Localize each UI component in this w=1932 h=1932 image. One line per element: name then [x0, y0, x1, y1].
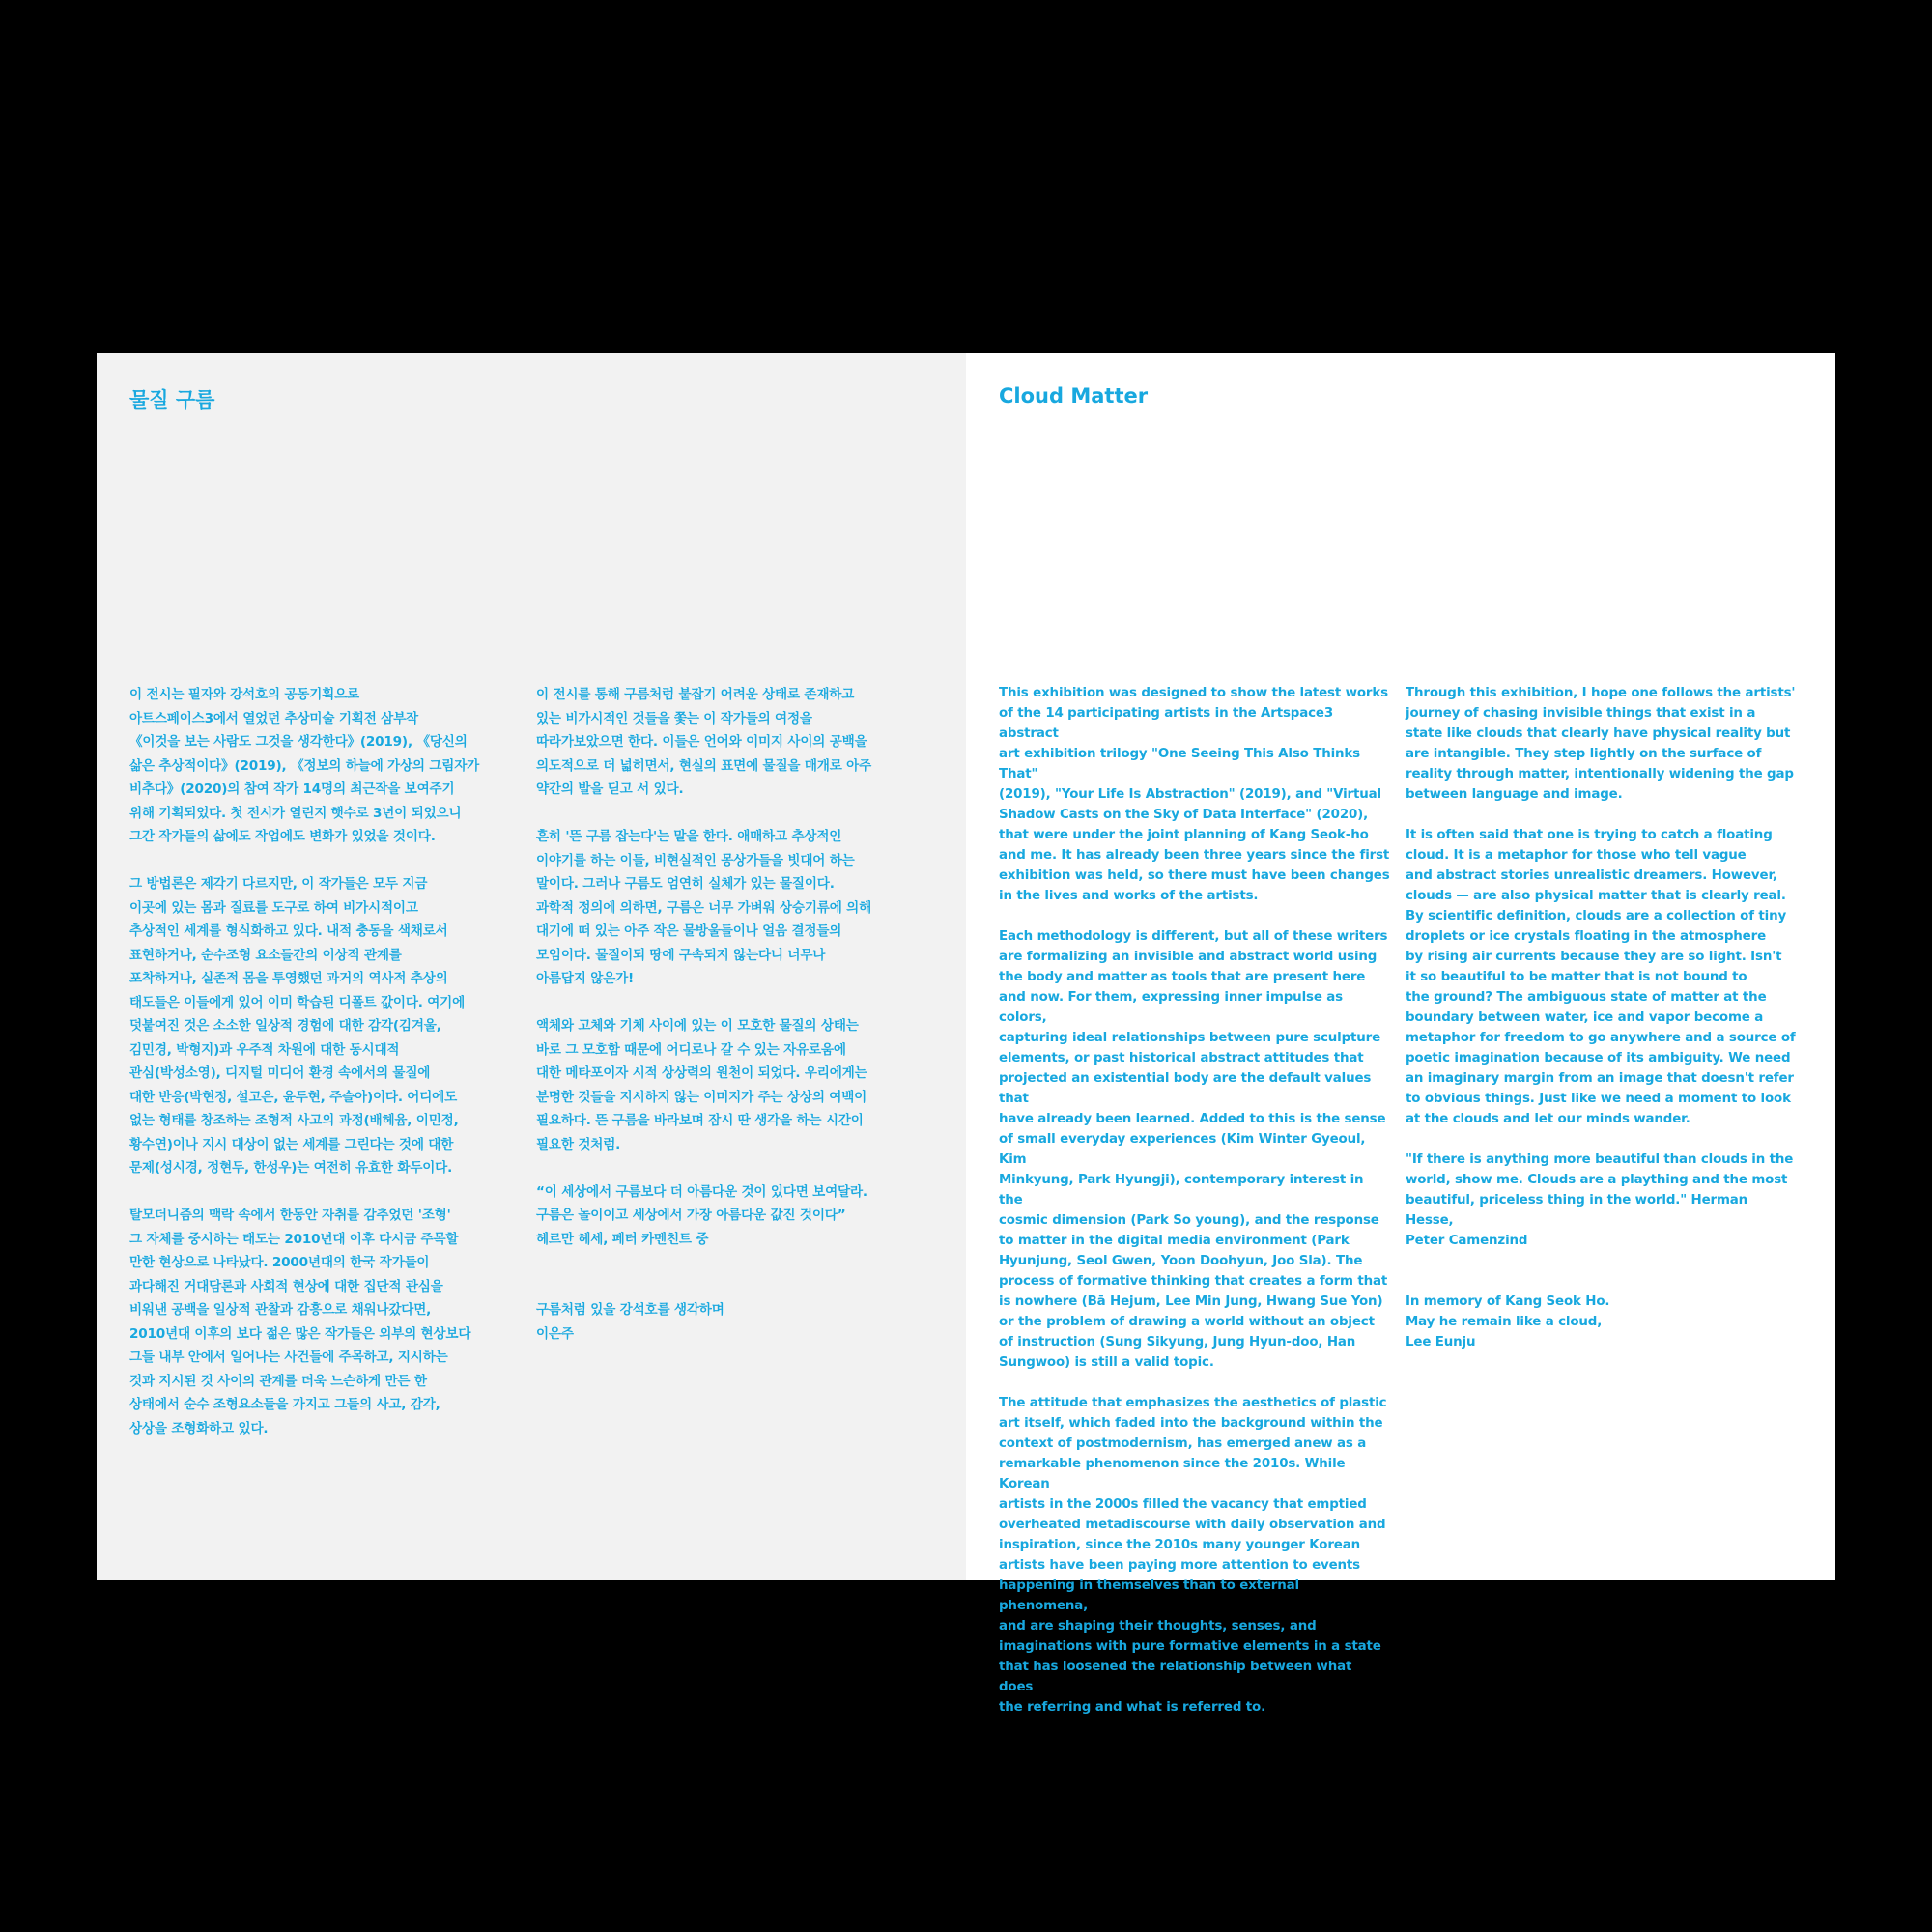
english-quote: "If there is anything more beautiful than clouds in the world, show me. Clouds are a plaything and the most beautiful, priceless thing in the world." Herman Hesse, Peter Camenzind: [1406, 1152, 1794, 1248]
korean-column-1: [129, 683, 516, 1464]
english-paragraph: The attitude that emphasizes the aesthetics of plastic art itself, which faded into the background within the context of postmodernism, has emerged anew as a remarkable phenomenon since the 2010s. While Korean artists in the 2000s filled the vacancy that emptied overheated metadiscourse with daily observation and inspiration, since the 2010s many younger Korean artists have been paying more attention to events happening in themselves than to external phenomena, and are shaping their thoughts, senses, and imaginations with pure formative elements in a state that has loosened the relationship between what does the referring and what is referred to.: [999, 1396, 1387, 1715]
korean-paragraph: 이 전시는 필자와 강석호의 공동기획으로 아트스페이스3에서 열었던 추상미술 기획전 삼부작 《이것을 보는 사람도 그것을 생각한다》(2019), 《당신의 삶은 추상적이다》(2019), 《정보의 하늘에 가상의 그림자가 비추다》(2020)의 참여 작가 14명의 최근작을 보여주기 위해 기획되었다. 첫 전시가 열린지 햇수로 3년이 되었으니 그간 작가들의 삶에도 작업에도 변화가 있었을 것이다.: [129, 687, 480, 844]
korean-column-2: [536, 683, 923, 1370]
korean-paragraph: 흔히 '뜬 구름 잡는다'는 말을 한다. 애매하고 추상적인 이야기를 하는 이들, 비현실적인 몽상가들을 빗대어 하는 말이다. 그러나 구름도 엄연히 실체가 있는 물질이다. 과학적 정의에 의하면, 구름은 너무 가벼워 상승기류에 의해 대기에 떠 있는 아주 작은 물방울들이나 얼음 결정들의 모임이다. 물질이되 땅에 구속되지 않는다니 너무나 아름답지 않은가!: [536, 829, 872, 986]
book-spread: [97, 353, 1835, 1715]
korean-paragraph: 이 전시를 통해 구름처럼 붙잡기 어려운 상태로 존재하고 있는 비가시적인 것들을 쫓는 이 작가들의 여정을 따라가보았으면 한다. 이들은 언어와 이미지 사이의 공백을 의도적으로 더 넓히면서, 현실의 표면에 물질을 매개로 아주 약간의 발을 딛고 서 있다.: [536, 687, 872, 797]
korean-paragraph: 그 방법론은 제각기 다르지만, 이 작가들은 모두 지금 이곳에 있는 몸과 질료를 도구로 하여 비가시적이고 추상적인 세계를 형식화하고 있다. 내적 충동을 색채로서 표현하거나, 순수조형 요소들간의 이상적 관계를 포착하거나, 실존적 몸을 투영했던 과거의 역사적 추상의 태도들은 이들에게 있어 이미 학습된 디폴트 값이다. 여기에 덧붙여진 것은 소소한 일상적 경험에 대한 감각(김겨울, 김민경, 박형지)과 우주적 차원에 대한 동시대적 관심(박성소영), 디지털 미디어 환경 속에서의 물질에 대한 반응(박현정, 설고은, 윤두현, 주슬아)이다. 어디에도 없는 형태를 창조하는 조형적 사고의 과정(배헤윰, 이민정, 황수연)이나 지시 대상이 없는 세계를 그린다는 것에 대한 문제(성시경, 정현두, 한성우)는 여전히 유효한 화두이다.: [129, 876, 466, 1176]
english-page: [966, 353, 1835, 1715]
korean-title: 물질 구름: [129, 388, 215, 412]
english-title: Cloud Matter: [999, 384, 1149, 408]
korean-quote: “이 세상에서 구름보다 더 아름다운 것이 있다면 보여달라. 구름은 놀이이고 세상에서 가장 아름다운 값진 것이다” 헤르만 헤세, 페터 카멘친트 중: [536, 1183, 867, 1247]
english-signature: In memory of Kang Seok Ho. May he remain like a cloud, Lee Eunju: [1406, 1294, 1610, 1350]
english-column-1: [999, 683, 1390, 1738]
english-column-2: [1406, 683, 1797, 1373]
english-paragraph: It is often said that one is trying to catch a floating cloud. It is a metaphor for those who tell vague and abstract stories unrealistic dreamers. However, clouds — are also physical matter that is clearly real. By scientific definition, clouds are a collection of tiny droplets or ice crystals floating in the atmosphere by rising air currents because they are so light. Isn't it so beautiful to be matter that is not bound to the ground? The ambiguous state of matter at the boundary between water, ice and vapor become a metaphor for freedom to go anywhere and a source of poetic imagination because of its ambiguity. We need an imaginary margin from an image that doesn't refer to obvious things. Just like we need a moment to look at the clouds and let our minds wander.: [1406, 828, 1796, 1126]
korean-page: [97, 353, 966, 1580]
english-paragraph: This exhibition was designed to show the latest works of the 14 participating artists in the Artspace3 abstract art exhibition trilogy "One Seeing This Also Thinks That" (2019), "Your Life Is Abstraction" (2019), and "Virtual Shadow Casts on the Sky of Data Interface" (2020), that were under the joint planning of Kang Seok-ho and me. It has already been three years since the first exhibition was held, so there must have been changes in the lives and works of the artists.: [999, 686, 1390, 903]
english-paragraph: Through this exhibition, I hope one follows the artists' journey of chasing invisible things that exist in a state like clouds that clearly have physical reality but are intangible. They step lightly on the surface of reality through matter, intentionally widening the gap between language and image.: [1406, 686, 1796, 802]
korean-paragraph: 액체와 고체와 기체 사이에 있는 이 모호한 물질의 상태는 바로 그 모호함 때문에 어디로나 갈 수 있는 자유로움에 대한 메타포이자 시적 상상력의 원천이 되었다. 우리에게는 분명한 것들을 지시하지 않는 이미지가 주는 상상의 여백이 필요하다. 뜬 구름을 바라보며 잠시 딴 생각을 하는 시간이 필요한 것처럼.: [536, 1018, 867, 1152]
english-paragraph: Each methodology is different, but all of these writers are formalizing an invisible and abstract world using the body and matter as tools that are present here and now. For them, expressing inner impulse as colors, capturing ideal relationships between pure sculpture elements, or past historical abstract attitudes that projected an existential body are the default values that have already been learned. Added to this is the sense of small everyday experiences (Kim Winter Gyeoul, Kim Minkyung, Park Hyungji), contemporary interest in the cosmic dimension (Park So young), and the response to matter in the digital media environment (Park Hyunjung, Seol Gwen, Yoon Doohyun, Joo Sla). The process of formative thinking that creates a form that is nowhere (Bā Hejum, Lee Min Jung, Hwang Sue Yon) or the problem of drawing a world without an object of instruction (Sung Sikyung, Jung Hyun-doo, Han Sungwoo) is still a valid topic.: [999, 929, 1388, 1370]
korean-paragraph: 탈모더니즘의 맥락 속에서 한동안 자취를 감추었던 '조형' 그 자체를 중시하는 태도는 2010년대 이후 다시금 주목할 만한 현상으로 나타났다. 2000년대의 한국 작가들이 과다해진 거대담론과 사회적 현상에 대한 집단적 관심을 비워낸 공백을 일상적 관찰과 감흥으로 채워나갔다면, 2010년대 이후의 보다 젊은 많은 작가들은 외부의 현상보다 그들 내부 안에서 일어나는 사건들에 주목하고, 지시하는 것과 지시된 것 사이의 관계를 더욱 느슨하게 만든 한 상태에서 순수 조형요소들을 가지고 그들의 사고, 감각, 상상을 조형화하고 있다.: [129, 1208, 471, 1436]
korean-signature: 구름처럼 있을 강석호를 생각하며 이은주: [536, 1302, 724, 1342]
